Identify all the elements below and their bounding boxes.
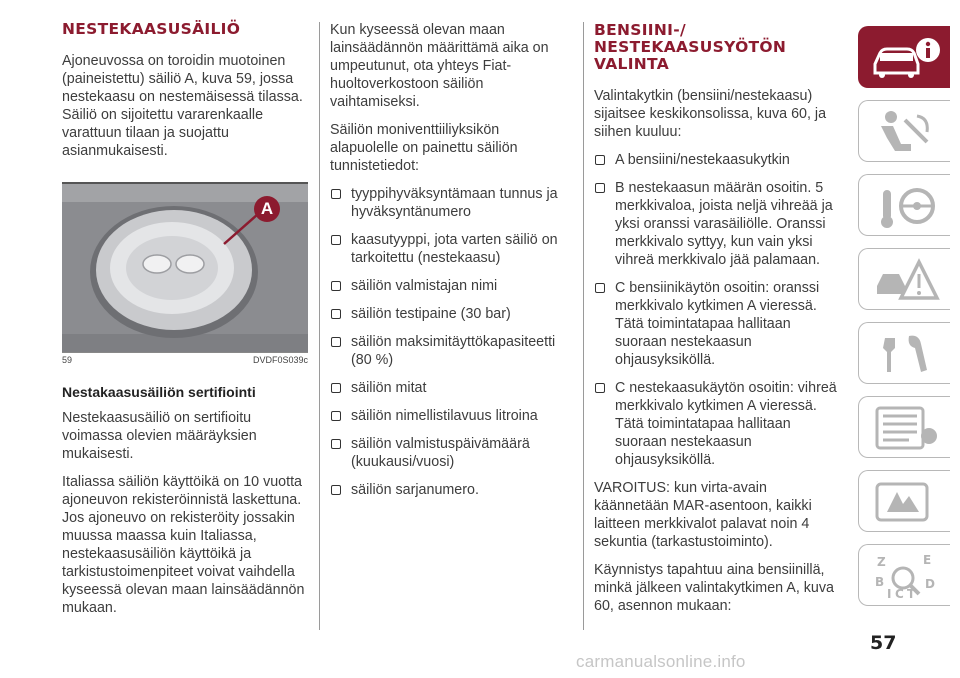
column-3 <box>594 22 842 615</box>
paragraph-warning: VAROITUS: kun virta-avain käännetään MAR-asentoon, kaikki laitteen merkkivalot palavat noin 4 sekuntia (tarkastustoiminto). <box>594 480 812 550</box>
index-icon <box>871 552 941 600</box>
tab-starting-driving[interactable] <box>858 174 950 236</box>
svg-text:B: B <box>875 575 885 589</box>
checkbox-bullet-icon <box>331 235 341 245</box>
figure-label-a: A <box>260 199 274 218</box>
checkbox-bullet-icon <box>331 309 341 319</box>
svg-text:E: E <box>923 553 932 567</box>
paragraph-identification-intro: Säiliön moniventtiiliyksikön alapuolelle on painettu säiliön tunnistetiedot: <box>330 122 518 174</box>
chapter-tabs-sidebar <box>858 26 950 636</box>
svg-text:C: C <box>895 587 904 600</box>
seat-airbag-icon <box>871 108 941 156</box>
checkbox-bullet-icon <box>331 383 341 393</box>
paragraph-startup: Käynnistys tapahtuu aina bensiinillä, minkä jälkeen valintakytkimen A, kuva 60, asennon mukaan: <box>594 562 834 614</box>
page-number: 57 <box>870 632 897 654</box>
checkbox-bullet-icon <box>331 439 341 449</box>
checkbox-bullet-icon <box>595 155 605 165</box>
figure-caption <box>62 352 308 365</box>
tab-maintenance[interactable] <box>858 322 950 384</box>
multimedia-icon <box>871 478 941 526</box>
column-divider-2 <box>583 22 584 630</box>
tab-index[interactable] <box>858 544 950 606</box>
list-item: säiliön maksimitäyttökapasiteetti (80 %) <box>330 333 570 369</box>
specifications-list-icon <box>871 404 941 452</box>
list-item: tyyppihyväksyntämaan tunnus ja hyväksyntänumero <box>330 185 570 221</box>
tank-id-list <box>330 185 570 499</box>
checkbox-bullet-icon <box>331 281 341 291</box>
warning-triangle-icon <box>871 256 941 304</box>
column-1 <box>62 21 308 160</box>
checkbox-bullet-icon <box>595 283 605 293</box>
section-heading-fuel-selection: BENSIINI-/ NESTEKAASUSYÖTÖN VALINTA <box>594 21 787 73</box>
checkbox-bullet-icon <box>331 411 341 421</box>
tools-icon <box>871 330 941 378</box>
paragraph-replacement: Kun kyseessä olevan maan lainsäädännön määrittämä aika on umpeutunut, ota yhteys Fiat-huoltoverkostoon säiliön vaihtamiseksi. <box>330 22 549 110</box>
list-item: säiliön mitat <box>330 379 570 397</box>
subheading-certification: Nestakaasusäiliön sertifiointi <box>62 384 256 400</box>
checkbox-bullet-icon <box>331 337 341 347</box>
tab-multimedia[interactable] <box>858 470 950 532</box>
svg-text:Z: Z <box>877 555 886 569</box>
paragraph-tank-intro: Ajoneuvossa on toroidin muotoinen (paineistettu) säiliö A, kuva 59, jossa nestekaasu on nestemäisessä tilassa. Säiliö on sijoitettu vararenkaalle varattuun tilaan ja suojattu asianmukaisesti. <box>62 53 303 159</box>
figure-code: DVDF0S039c <box>252 355 308 365</box>
checkbox-bullet-icon <box>595 383 605 393</box>
list-item: säiliön nimellistilavuus litroina <box>330 407 570 425</box>
checkbox-bullet-icon <box>331 485 341 495</box>
paragraph-selector-intro: Valintakytkin (bensiini/nestekaasu) sijaitsee keskikonsolissa, kuva 60, ja siihen kuuluu: <box>594 88 827 140</box>
tab-emergency[interactable] <box>858 248 950 310</box>
column-2 <box>330 21 570 509</box>
tab-car-info[interactable] <box>858 26 950 88</box>
checkbox-bullet-icon <box>595 183 605 193</box>
checkbox-bullet-icon <box>331 189 341 199</box>
car-info-icon <box>871 34 941 82</box>
section-heading-lpg-tank: NESTEKAASUSÄILIÖ <box>62 20 241 38</box>
figure-number: 59 <box>62 355 73 365</box>
svg-text:T: T <box>907 587 916 600</box>
list-item: kaasutyyppi, jota varten säiliö on tarkoitettu (nestekaasu) <box>330 231 570 267</box>
column-1-lower <box>62 383 308 617</box>
paragraph-certified: Nestekaasusäiliö on sertifioitu voimassa olevien määräyksien mukaisesti. <box>62 410 257 462</box>
list-item: säiliön sarjanumero. <box>330 481 570 499</box>
tab-technical-data[interactable] <box>858 396 950 458</box>
column-divider-1 <box>319 22 320 630</box>
list-item: C nestekaasukäytön osoitin: vihreä merkkivalo kytkimen A vieressä. Tätä toimintatapaa hallitaan suoraan nestekaasun ohjausyksiköllä. <box>594 379 842 469</box>
figure-59-lpg-tank <box>62 182 308 352</box>
list-item: B nestekaasun määrän osoitin. 5 merkkivaloa, joista neljä vihreää ja yksi oranssi varasäiliölle. Oranssi merkkivalo syttyy, kun vain yksi vihreä merkkivalo jää palamaan. <box>594 179 842 269</box>
list-item: C bensiinikäytön osoitin: oranssi merkkivalo kytkimen A vieressä. Tätä toimintatapaa hallitaan suoraan nestekaasun ohjausyksiköllä. <box>594 279 842 369</box>
list-item: A bensiini/nestekaasukytkin <box>594 151 842 169</box>
selector-parts-list <box>594 151 842 469</box>
svg-text:I: I <box>887 587 892 600</box>
svg-text:D: D <box>925 577 935 591</box>
list-item: säiliön testipaine (30 bar) <box>330 305 570 323</box>
watermark: carmanualsonline.info <box>576 652 746 671</box>
key-steering-icon <box>871 182 941 230</box>
list-item: säiliön valmistajan nimi <box>330 277 570 295</box>
list-item: säiliön valmistuspäivämäärä (kuukausi/vuosi) <box>330 435 570 471</box>
paragraph-lifetime: Italiassa säiliön käyttöikä on 10 vuotta ajoneuvon rekisteröinnistä laskettuna. Jos ajoneuvo on rekisteröity jossakin muussa maassa kuin Italiassa, nestekaasusäiliön käyttöikä ja tarkistustoimenpiteet voivat vaihdella kyseessä olevan maan lainsäädännön mukaan. <box>62 474 305 616</box>
tab-safety[interactable] <box>858 100 950 162</box>
